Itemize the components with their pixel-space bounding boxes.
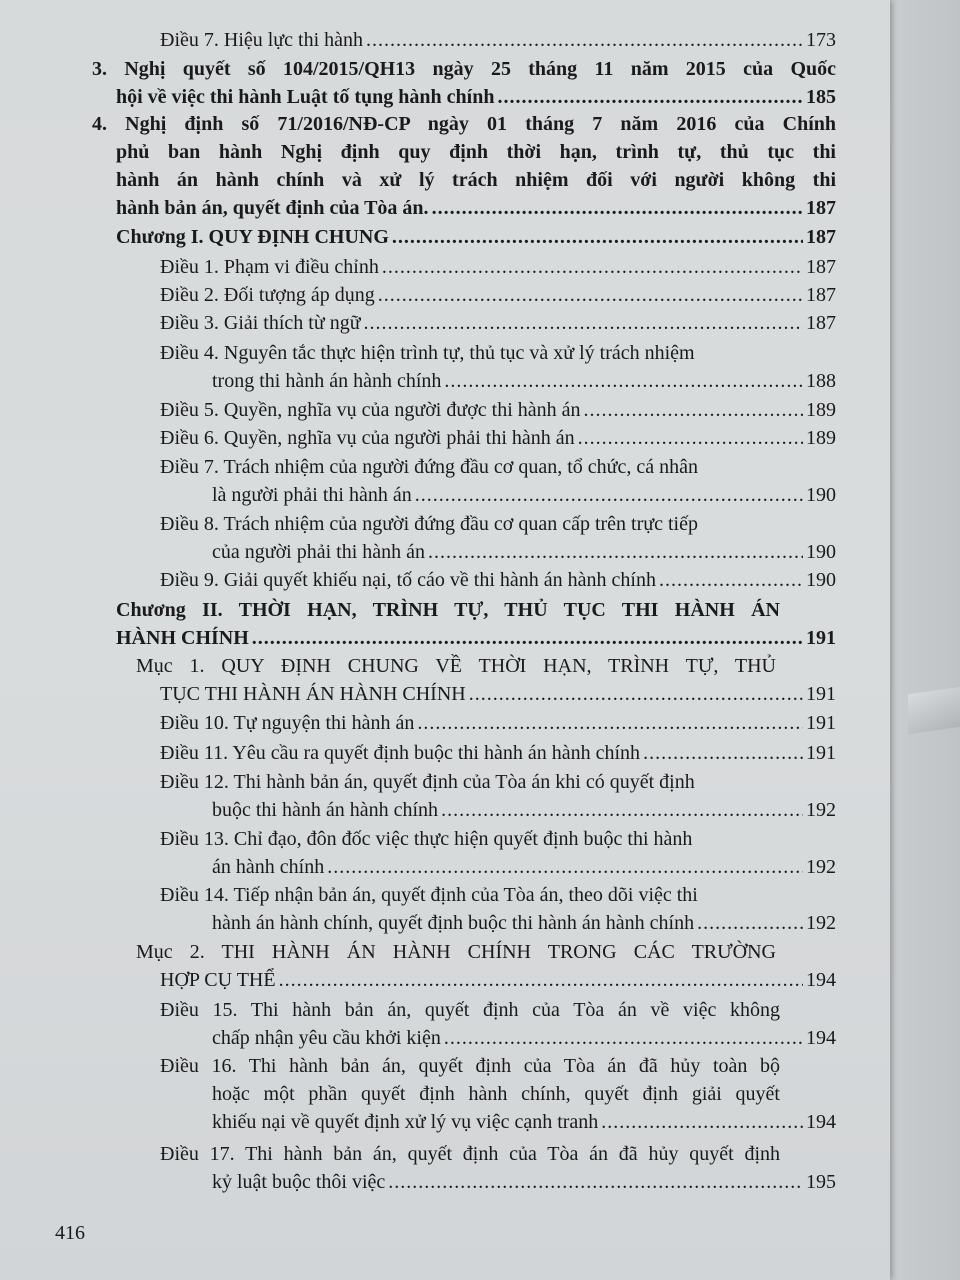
toc-entry: Điều 15. Thi hành bản án, quyết định của Tòa án về việc không chấp nhận yêu cầu khởi kiện ..... 194: [160, 996, 836, 1052]
toc-entry: Điều 13. Chỉ đạo, đôn đốc việc thực hiện quyết định buộc thi hành án hành chính ..... 192: [160, 825, 836, 881]
section-heading: Mục 2. THI HÀNH ÁN HÀNH CHÍNH TRONG CÁC TRƯỜNG HỢP CỤ THỂ ..... 194: [136, 938, 836, 994]
toc-entry: Điều 3. Giải thích từ ngữ ..... 187: [160, 309, 836, 337]
page-fold: [908, 686, 960, 734]
toc-entry: Điều 8. Trách nhiệm của người đứng đầu cơ quan cấp trên trực tiếp của người phải thi hành án ..... 190: [160, 510, 836, 566]
chapter-heading: Chương II. THỜI HẠN, TRÌNH TỰ, THỦ TỤC THI HÀNH ÁN HÀNH CHÍNH ..... 191: [116, 596, 836, 652]
page-number: 416: [55, 1222, 85, 1244]
toc-entry: Điều 4. Nguyên tắc thực hiện trình tự, thủ tục và xử lý trách nhiệm trong thi hành án hành chính ..... 188: [160, 339, 836, 395]
next-page-edge: [880, 0, 960, 1280]
toc-entry: Điều 16. Thi hành bản án, quyết định của Tòa án đã hủy toàn bộ hoặc một phần quyết định hành chính, quyết định giải quyết khiếu nại về quyết định xử lý vụ việc cạnh tranh ..... 194: [160, 1052, 836, 1136]
chapter-heading: Chương I. QUY ĐỊNH CHUNG ..... 187: [116, 223, 836, 251]
toc-entry: Điều 5. Quyền, nghĩa vụ của người được thi hành án ..... 189: [160, 396, 836, 424]
toc-entry: Điều 1. Phạm vi điều chỉnh ..... 187: [160, 253, 836, 281]
toc-entry: Điều 9. Giải quyết khiếu nại, tố cáo về thi hành án hành chính ..... 190: [160, 566, 836, 594]
toc-entry: Điều 7. Trách nhiệm của người đứng đầu cơ quan, tổ chức, cá nhân là người phải thi hành án ..... 190: [160, 453, 836, 509]
toc-entry: Điều 10. Tự nguyện thi hành án ..... 191: [160, 709, 836, 737]
toc-entry: 4. Nghị định số 71/2016/NĐ-CP ngày 01 tháng 7 năm 2016 của Chính phủ ban hành Nghị định quy định thời hạn, trình tự, thủ tục thi hành án hành chính và xử lý trách nhiệm đối với người không thi hành bản án, quyết định của Tòa án. ..... 187: [92, 110, 836, 222]
toc-entry: Điều 11. Yêu cầu ra quyết định buộc thi hành án hành chính ..... 191: [160, 739, 836, 767]
toc-entry: Điều 14. Tiếp nhận bản án, quyết định của Tòa án, theo dõi việc thi hành án hành chính, quyết định buộc thi hành án hành chính ..... 192: [160, 881, 836, 937]
section-heading: Mục 1. QUY ĐỊNH CHUNG VỀ THỜI HẠN, TRÌNH TỰ, THỦ TỤC THI HÀNH ÁN HÀNH CHÍNH ..... 191: [136, 652, 836, 708]
toc-entry: Điều 7. Hiệu lực thi hành ..... 173: [160, 26, 836, 54]
toc-entry: Điều 12. Thi hành bản án, quyết định của Tòa án khi có quyết định buộc thi hành án hành chính ..... 192: [160, 768, 836, 824]
toc-entry: Điều 6. Quyền, nghĩa vụ của người phải thi hành án ..... 189: [160, 424, 836, 452]
toc-entry: Điều 17. Thi hành bản án, quyết định của Tòa án đã hủy quyết định kỷ luật buộc thôi việc ..... 195: [160, 1140, 836, 1196]
toc-entry: 3. Nghị quyết số 104/2015/QH13 ngày 25 tháng 11 năm 2015 của Quốc hội về việc thi hành Luật tố tụng hành chính ..... 185: [92, 55, 836, 111]
toc-entry: Điều 2. Đối tượng áp dụng ..... 187: [160, 281, 836, 309]
